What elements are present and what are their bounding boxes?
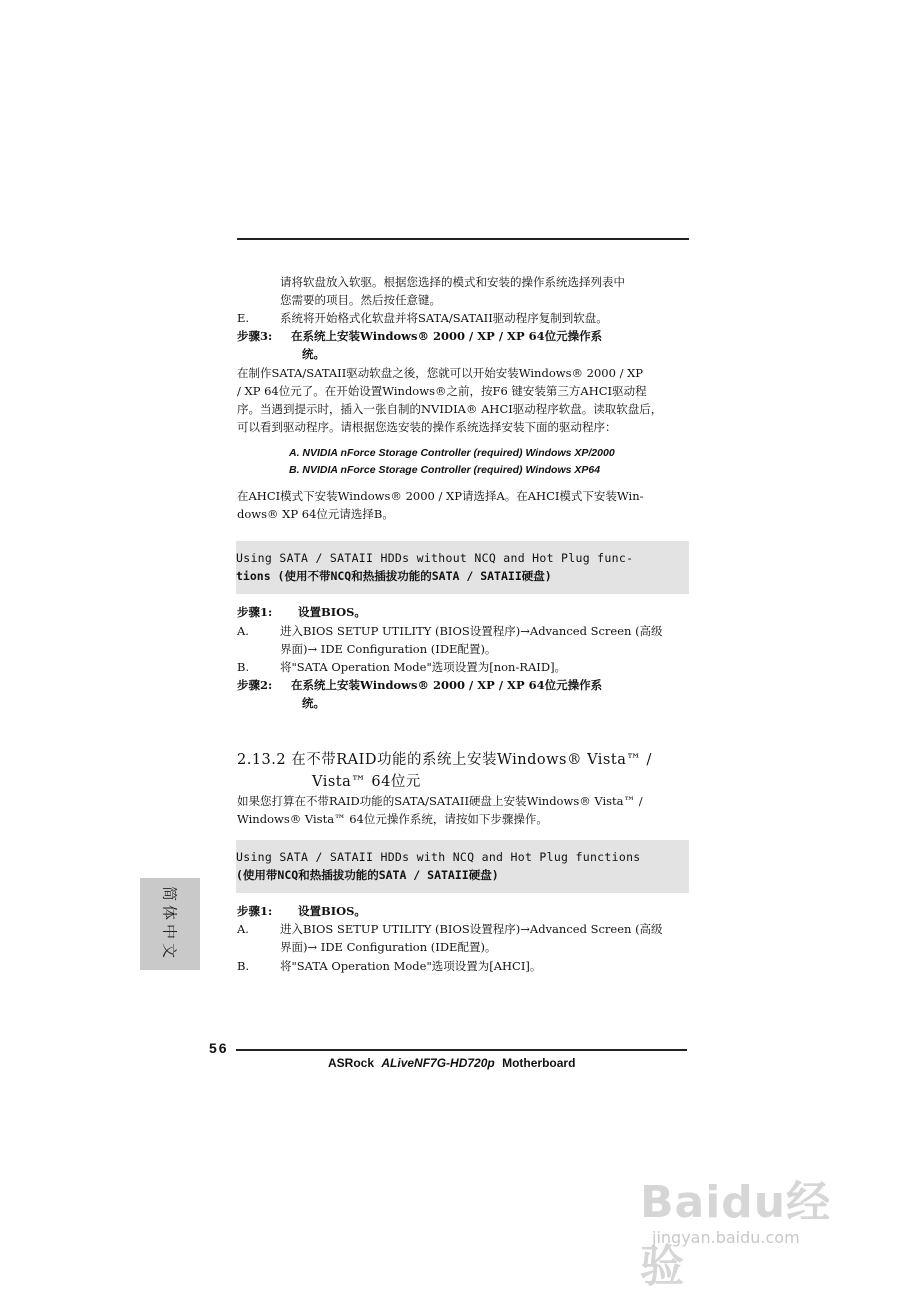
text-line: 您需要的项目。然后按任意键。: [280, 293, 441, 307]
footer-product: Motherboard: [502, 1056, 576, 1070]
step1-text: 设置BIOS。: [298, 904, 366, 918]
step-a-text: 进入BIOS SETUP UTILITY (BIOS设置程序)→Advanced Screen (高级: [280, 922, 663, 936]
footer-text: [328, 1056, 575, 1070]
step-b-text: 将"SATA Operation Mode"选项设置为[AHCI]。: [280, 959, 542, 973]
nvidia-option-a: A. NVIDIA nForce Storage Controller (required) Windows XP/2000: [289, 447, 615, 459]
baidu-watermark: [640, 1150, 870, 1292]
paragraph-line: 可以看到驱动程序。请根据您选安装的操作系统选择安装下面的驱动程序：: [237, 420, 617, 434]
paragraph-line: 在AHCI模式下安装Windows® 2000 / XP请选择A。在AHCI模式下安装Win-: [237, 489, 644, 503]
step2-label: 步骤2:: [237, 678, 273, 692]
paragraph-line: / XP 64位元了。在开始设置Windows®之前，按F6 键安装第三方AHCI驱动程: [237, 384, 647, 398]
step-b-label: B.: [237, 959, 250, 973]
step2-cont: 统。: [302, 696, 325, 710]
step1-text: 设置BIOS。: [298, 605, 366, 619]
step3-label: 步骤3:: [237, 329, 273, 343]
step-text: 系统将开始格式化软盘并将SATA/SATAII驱动程序复制到软盘。: [280, 311, 608, 325]
step-a-cont: 界面)→ IDE Configuration (IDE配置)。: [280, 642, 497, 656]
box-line: tions (使用不带NCQ和热插拔功能的SATA / SATAII硬盘): [236, 569, 552, 583]
box-line: Using SATA / SATAII HDDs with NCQ and Hot Plug functions: [236, 850, 641, 864]
step1-label: 步骤1:: [237, 605, 273, 619]
step-a-text: 进入BIOS SETUP UTILITY (BIOS设置程序)→Advanced Screen (高级: [280, 624, 663, 638]
box-line: (使用带NCQ和热插拔功能的SATA / SATAII硬盘): [236, 868, 499, 882]
section-heading-cont: Vista™ 64位元: [312, 774, 421, 790]
box-line: Using SATA / SATAII HDDs without NCQ and Hot Plug func-: [236, 551, 634, 565]
footer-rule: [236, 1049, 687, 1051]
step-a-cont: 界面)→ IDE Configuration (IDE配置)。: [280, 940, 497, 954]
note-box-with-ncq: [236, 840, 689, 893]
paragraph-line: 在制作SATA/SATAII驱动软盘之後，您就可以开始安装Windows® 2000 / XP: [237, 366, 644, 380]
step-label: E.: [237, 311, 250, 325]
note-box-no-ncq: [236, 541, 689, 594]
page-number: 56: [209, 1040, 229, 1056]
section-heading: 2.13.2 在不带RAID功能的系统上安装Windows® Vista™ /: [237, 752, 652, 768]
step2-text: 在系统上安装Windows® 2000 / XP / XP 64位元操作系: [291, 678, 603, 692]
watermark-url: jingyan.baidu.com: [652, 1228, 800, 1247]
footer-model: ALiveNF7G-HD720p: [381, 1056, 495, 1070]
footer-brand: ASRock: [328, 1056, 375, 1070]
paragraph-line: Windows® Vista™ 64位元操作系统，请按如下步骤操作。: [237, 812, 548, 826]
watermark-logo: Baidu经验: [640, 1177, 832, 1292]
step-a-label: A.: [237, 922, 249, 936]
top-rule: [237, 238, 689, 240]
side-tab-label: 简体中文: [160, 885, 179, 963]
nvidia-option-b: B. NVIDIA nForce Storage Controller (required) Windows XP64: [289, 464, 601, 476]
step-b-text: 将"SATA Operation Mode"选项设置为[non-RAID]。: [280, 660, 567, 674]
step3-text: 在系统上安装Windows® 2000 / XP / XP 64位元操作系: [291, 329, 603, 343]
paragraph-line: 序。当遇到提示时，插入一张自制的NVIDIA® AHCI驱动程序软盘。读取软盘后，: [237, 402, 663, 416]
step3-cont: 统。: [302, 347, 325, 361]
language-side-tab: [140, 878, 200, 970]
paragraph-line: dows® XP 64位元请选择B。: [237, 507, 394, 521]
step-b-label: B.: [237, 660, 250, 674]
paragraph-line: 如果您打算在不带RAID功能的SATA/SATAII硬盘上安装Windows® Vista™ /: [237, 794, 643, 808]
text-line: 请将软盘放入软驱。根据您选择的模式和安装的操作系统选择列表中: [280, 275, 625, 289]
step-a-label: A.: [237, 624, 249, 638]
step1-label: 步骤1:: [237, 904, 273, 918]
